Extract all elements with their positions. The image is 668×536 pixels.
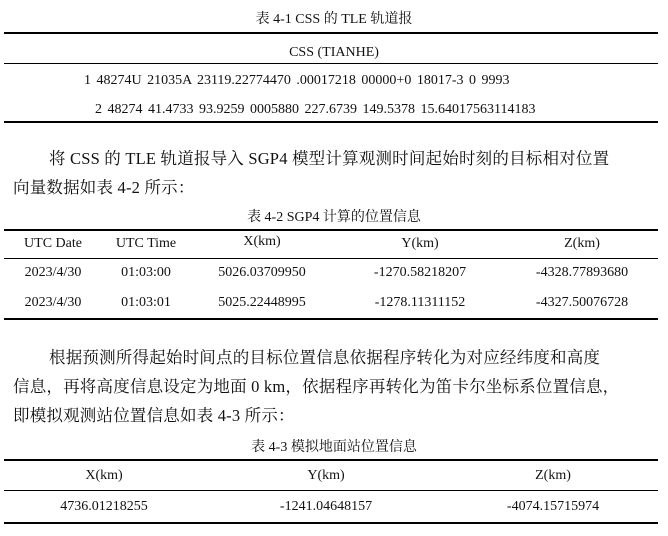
table3-row1-y: -1241.04648157 [279,499,373,514]
table2-header-y: Y(km) [401,236,439,251]
table1-header: CSS (TIANHE) [289,45,379,60]
table2-row2-time: 01:03:01 [121,295,171,310]
table1-header-rule [4,63,658,64]
table2-row2-y: -1278.11311152 [374,295,466,310]
table1-top-rule [4,32,658,34]
paragraph-2 [13,343,653,430]
table2-row2-x: 5025.22448995 [218,295,306,310]
table2-row2-date: 2023/4/30 [24,295,82,310]
table2-row1-z: -4328.77893680 [535,265,629,280]
paragraph-2-line-3: 即模拟观测站位置信息如表 4-3 所示： [13,406,295,425]
table3-row1-z: -4074.15715974 [506,499,600,514]
table3-header-y: Y(km) [307,468,345,483]
table3-caption: 表 4-3 模拟地面站位置信息 [251,440,417,455]
table2-header-rule [4,258,658,259]
table3-header-z: Z(km) [535,468,571,483]
table2-header-utc-date: UTC Date [24,236,82,251]
table1-bottom-rule [4,121,658,123]
table3-row1-x: 4736.01218255 [60,499,148,514]
table3-bottom-rule [4,522,658,524]
table2-header-x: X(km) [243,234,281,249]
tle-line-2: 2 48274 41.4733 93.9259 0005880 227.6739 149.5378 15.64017563114183 [95,102,536,117]
paragraph-1-line-1: 将 CSS 的 TLE 轨道报导入 SGP4 模型计算观测时间起始时刻的目标相对位置 [49,149,610,168]
paragraph-2-line-1: 根据预测所得起始时间点的目标位置信息依据程序转化为对应经纬度和高度 [49,348,601,367]
table2-bottom-rule [4,318,658,320]
table2-header-utc-time: UTC Time [115,236,177,251]
tle-line-1: 1 48274U 21035A 23119.22774470 .00017218 00000+0 18017-3 0 9993 [84,73,510,88]
table2-header-z: Z(km) [564,236,600,251]
table1-caption: 表 4-1 CSS 的 TLE 轨道报 [255,12,413,27]
table2-row1-x: 5026.03709950 [218,265,306,280]
table3-top-rule [4,459,658,461]
table3-header-x: X(km) [85,468,123,483]
table2-caption: 表 4-2 SGP4 计算的位置信息 [247,210,421,225]
paragraph-1-line-2: 向量数据如表 4-2 所示： [13,178,195,197]
table2-top-rule [4,229,658,231]
paragraph-1 [13,144,653,202]
table2-row1-time: 01:03:00 [121,265,171,280]
table2-row1-date: 2023/4/30 [24,265,82,280]
paragraph-2-line-2: 信息，再将高度信息设定为地面 0 km，依据程序再转化为笛卡尔坐标系位置信息， [13,377,620,396]
table2-row2-z: -4327.50076728 [535,295,629,310]
table2-row1-y: -1270.58218207 [373,265,467,280]
table3-header-rule [4,490,658,491]
